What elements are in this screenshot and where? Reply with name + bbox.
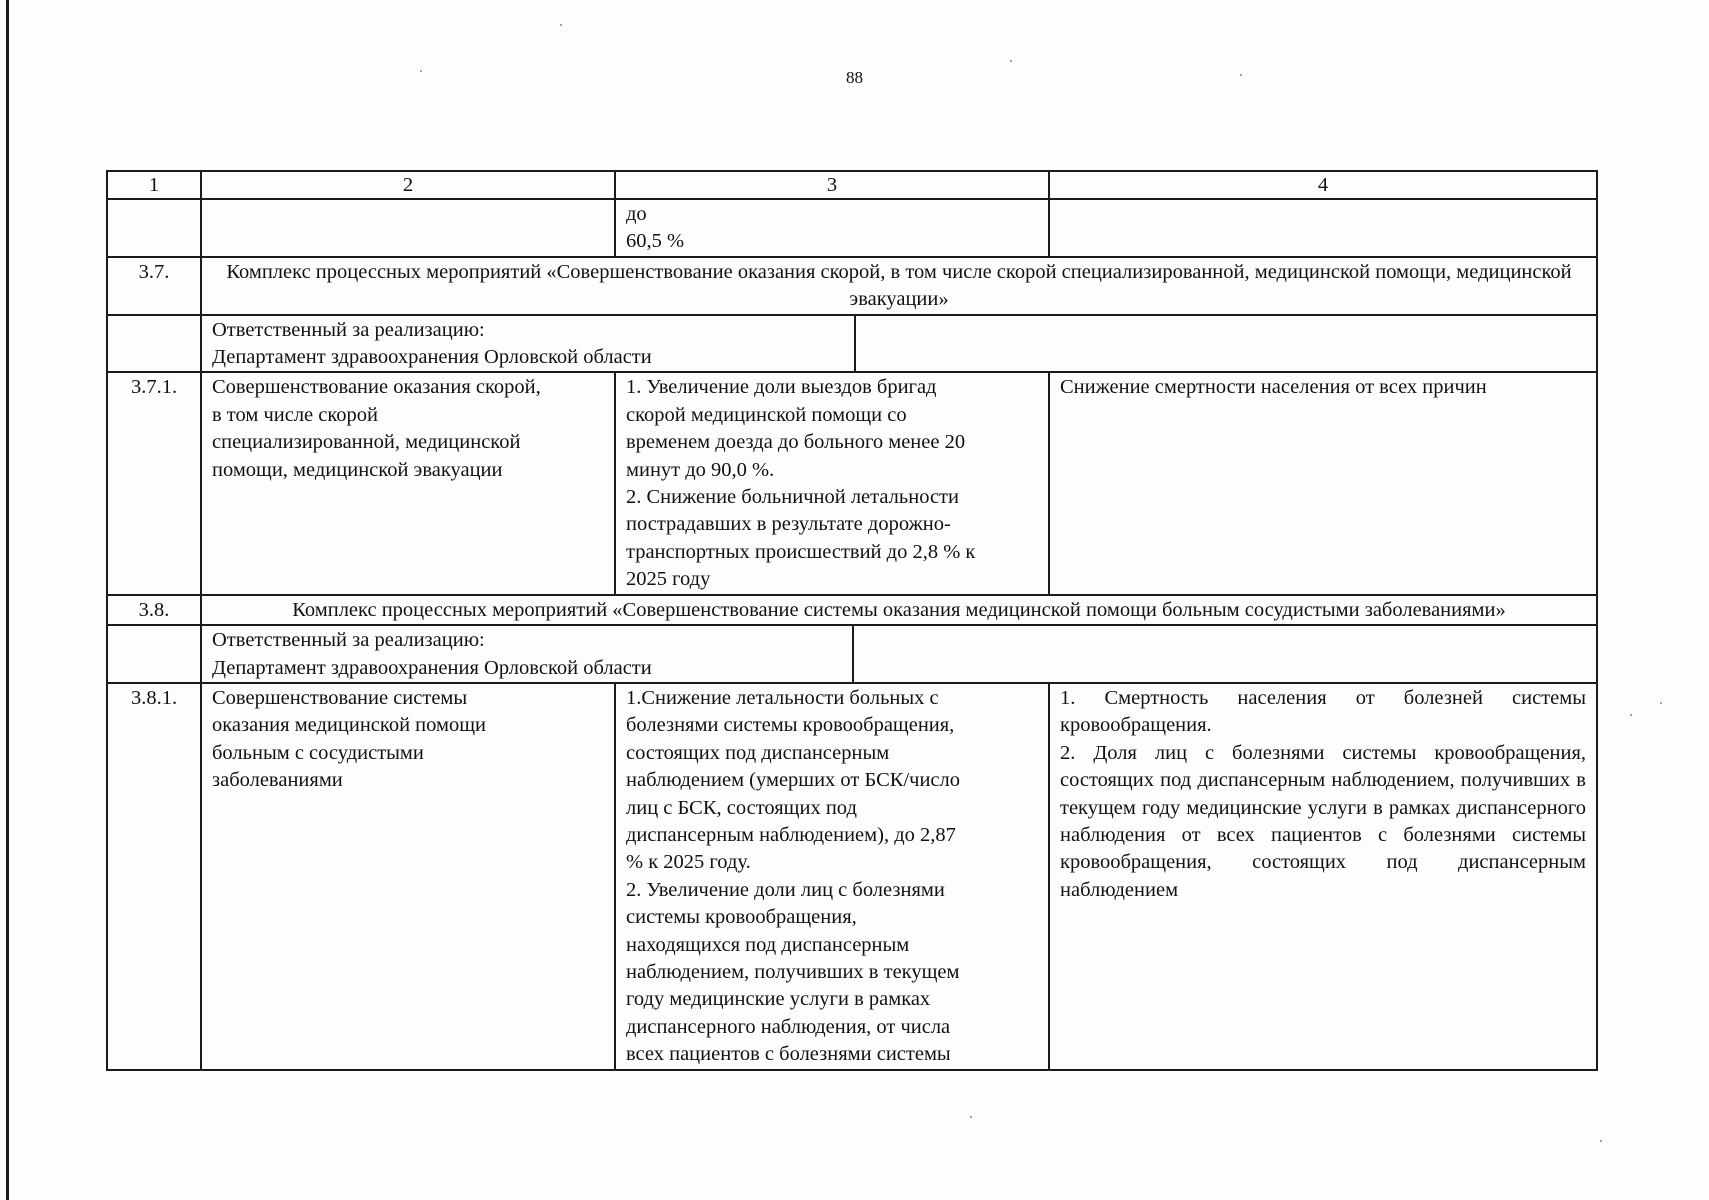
responsible-department: Департамент здравоохранения Орловской области (212, 656, 652, 679)
responsible-3-7-cell (201, 315, 1597, 373)
responsible-label: Ответственный за реализацию: (212, 629, 485, 652)
cont-col-3 (615, 199, 1049, 257)
result-line: временем доезда до больного менее 20 (626, 431, 966, 454)
result-line: лиц с БСК, состоящих под (626, 796, 857, 819)
cont-line: до (626, 203, 647, 225)
row-3-8-1-measure (201, 683, 615, 1070)
header-row (107, 171, 1597, 199)
result-line: транспортных происшествий до 2,8 % к (626, 540, 976, 563)
cont-line: 60,5 % (626, 230, 685, 253)
result-line: находящихся под диспансерным (626, 933, 910, 956)
result-line: наблюдением, получивших в текущем (626, 960, 960, 983)
result-line: системы кровообращения, (626, 906, 857, 929)
section-3-7-number: 3.7. (107, 257, 201, 315)
measures-table (106, 170, 1598, 1071)
section-3-8-title: Комплекс процессных мероприятий «Совершенствование системы оказания медицинской помощи больным сосудистыми заболеваниями» (201, 595, 1597, 625)
responsible-department: Департамент здравоохранения Орловской области (212, 346, 652, 369)
result-line: диспансерным наблюдением), до 2,87 (626, 823, 956, 846)
row-3-7-1-number: 3.7.1. (107, 372, 201, 594)
row-3-7-1-results (615, 372, 1049, 594)
indicator-1: 1. Смертность населения от болезней системы кровообращения. (1060, 686, 1586, 737)
responsible-3-7-text (202, 316, 855, 372)
header-col-2: 2 (201, 171, 615, 199)
responsible-label: Ответственный за реализацию: (212, 318, 485, 341)
section-3-8-row (107, 595, 1597, 625)
measure-line: заболеваниями (212, 769, 343, 792)
responsible-3-8-cell (201, 625, 1597, 683)
section-3-8-responsible-row (107, 625, 1597, 683)
row-3-8-1-number: 3.8.1. (107, 683, 201, 1070)
measure-line: помощи, медицинской эвакуации (212, 458, 503, 481)
scan-speck (420, 70, 422, 72)
section-3-7-title: Комплекс процессных мероприятий «Совершенствование оказания скорой, в том числе скорой специализированной, медицинской помощи, медицинской эвакуации» (201, 257, 1597, 315)
row-3-7-1 (107, 372, 1597, 594)
scan-left-edge (6, 0, 9, 1200)
result-line: 2025 году (626, 568, 711, 591)
responsible-3-8-text (202, 626, 853, 682)
measure-line: специализированной, медицинской (212, 431, 521, 454)
cont-col-4 (1049, 199, 1597, 257)
result-line: 2. Увеличение доли лиц с болезнями (626, 878, 945, 901)
cont-col-2 (201, 199, 615, 257)
page-number: 88 (846, 68, 863, 87)
result-line: наблюдением (умерших от БСК/число (626, 769, 961, 792)
scan-speck (560, 24, 562, 26)
scan-speck (970, 1116, 972, 1118)
row-3-7-1-indicators: Снижение смертности населения от всех причин (1049, 372, 1597, 594)
result-line: скорой медицинской помощи со (626, 403, 907, 426)
responsible-3-8-blank (853, 626, 1596, 682)
result-line: 1. Увеличение доли выездов бригад (626, 376, 937, 399)
measure-line: оказания медицинской помощи (212, 714, 486, 737)
cont-col-1 (107, 199, 201, 257)
header-col-3: 3 (615, 171, 1049, 199)
row-3-8-1-indicators (1049, 683, 1597, 1070)
section-3-7-row (107, 257, 1597, 315)
result-line: пострадавших в результате дорожно- (626, 513, 951, 536)
result-line: 2. Снижение больничной летальности (626, 486, 959, 509)
row-3-8-1 (107, 683, 1597, 1070)
result-line: болезнями системы кровообращения, (626, 714, 955, 737)
indicator-2: 2. Доля лиц с болезнями системы кровообращения, состоящих под диспансерным наблюдением, получивших в текущем году медицинские услуги в рамках диспансерного наблюдения от всех пациентов с болезнями системы кровообращения, состоящих под диспансерным наблюдением (1060, 741, 1586, 901)
measure-line: в том числе скорой (212, 403, 379, 426)
result-line: всех пациентов с болезнями системы (626, 1043, 951, 1066)
header-col-4: 4 (1049, 171, 1597, 199)
result-line: 1.Снижение летальности больных с (626, 686, 939, 709)
responsible-3-7-blank (855, 316, 1596, 372)
scan-speck (1660, 702, 1662, 704)
scan-speck (1600, 1140, 1602, 1142)
result-line: состоящих под диспансерным (626, 741, 890, 764)
result-line: году медицинские услуги в рамках (626, 988, 931, 1011)
section-3-7-responsible-row (107, 315, 1597, 373)
continuation-row (107, 199, 1597, 257)
measure-line: больным с сосудистыми (212, 741, 424, 764)
measure-line: Совершенствование оказания скорой, (212, 376, 541, 399)
scan-speck (1240, 74, 1242, 76)
header-col-1: 1 (107, 171, 201, 199)
result-line: минут до 90,0 %. (626, 458, 775, 481)
result-line: диспансерного наблюдения, от числа (626, 1015, 951, 1038)
row-3-7-1-measure (201, 372, 615, 594)
result-line: % к 2025 году. (626, 851, 751, 874)
measure-line: Совершенствование системы (212, 686, 468, 709)
row-3-8-1-results (615, 683, 1049, 1070)
responsible-3-7-empty (107, 315, 201, 373)
section-3-8-number: 3.8. (107, 595, 201, 625)
scan-speck (1010, 60, 1012, 62)
scan-speck (1630, 714, 1632, 716)
responsible-3-8-empty (107, 625, 201, 683)
